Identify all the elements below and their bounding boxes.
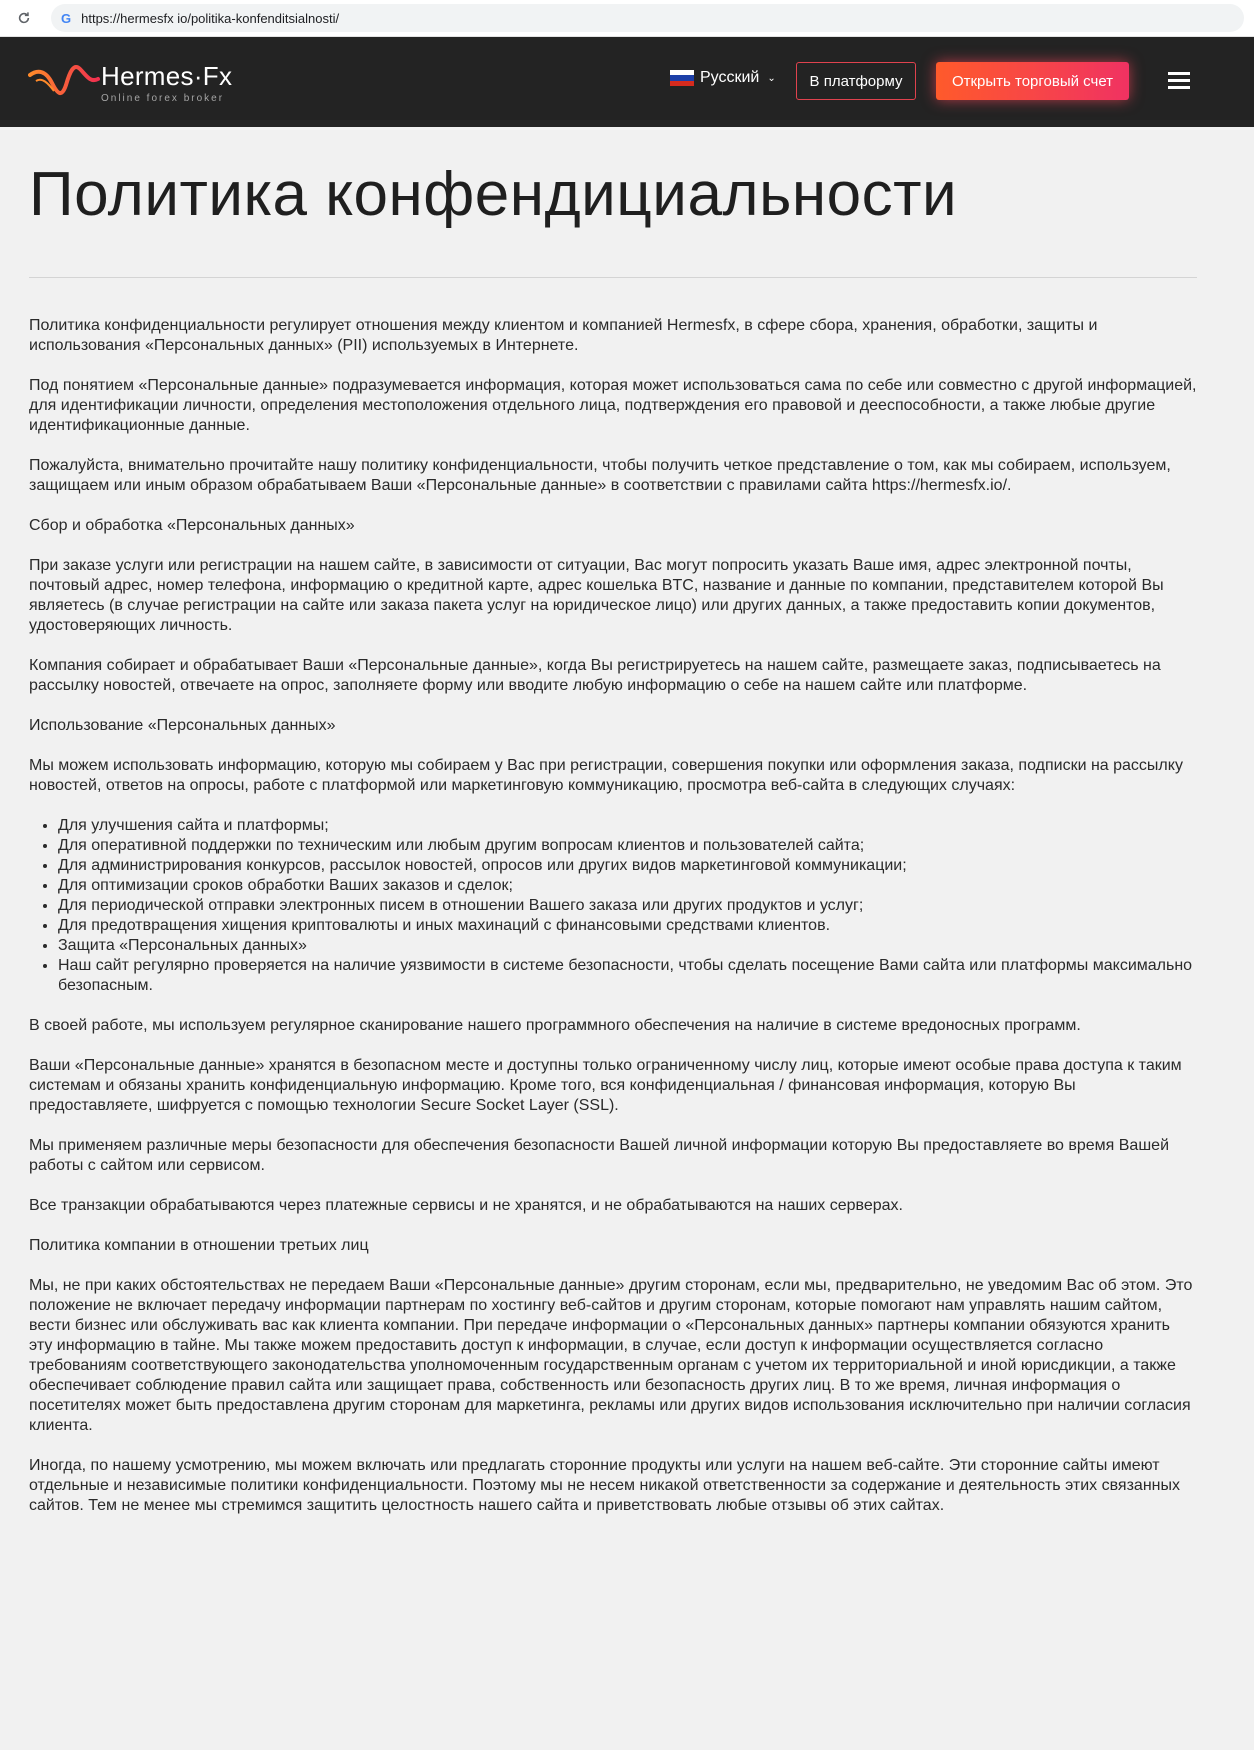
paragraph-scanning: В своей работе, мы используем регулярное сканирование нашего программного обеспечения на наличие в системе вредоносных программ. [29, 1017, 1081, 1034]
list-item: • Защита «Персональных данных» [58, 936, 1197, 956]
logo[interactable] [28, 59, 238, 105]
language-selector[interactable] [670, 67, 776, 89]
paragraph-intro: Политика конфиденциальности регулирует отношения между клиентом и компанией Hermesfx, в сфере сбора, хранения, обработки, защиты и использования «Персональных данных» (PII) используемых в Интернете. [29, 317, 1098, 354]
list-item: • Для периодической отправки электронных писем в отношении Вашего заказа или других продуктов и услуг; [58, 896, 1197, 916]
logo-name: Hermes·Fx [101, 61, 233, 91]
list-item: • Для администрирования конкурсов, рассылок новостей, опросов или других видов маркетинговой коммуникации; [58, 856, 1197, 876]
paragraph-read-carefully: Пожалуйста, внимательно прочитайте нашу политику конфиденциальности, чтобы получить четкое представление о том, как мы собираем, используем, защищаем или иным образом обрабатываем Ваши «Персональные данные» в соответствии с правилами сайта https://hermesfx.io/. [29, 457, 1171, 494]
google-icon: G [61, 10, 72, 26]
use-cases-list [29, 816, 1197, 996]
divider [29, 277, 1197, 278]
paragraph-company-collects: Компания собирает и обрабатывает Ваши «Персональные данные», когда Вы регистрируетесь на нашем сайте, размещаете заказ, подписываетесь на рассылку новостей, отвечаете на опрос, заполняете форму или вводите любую информацию о себе на нашем сайте или платформе. [29, 657, 1161, 694]
paragraph-use-cases: Мы можем использовать информацию, которую мы собираем у Вас при регистрации, совершения покупки или оформления заказа, подписки на рассылку новостей, ответов на опросы, работе с платформой или маркетинговую коммуникацию, просмотра веб-сайта в следующих случаях: [29, 757, 1183, 794]
site-header [0, 37, 1254, 127]
address-bar[interactable] [51, 4, 1244, 32]
url-text: https://hermesfx io/politika-konfenditsialnosti/ [81, 10, 340, 26]
language-label: Русский [700, 69, 760, 86]
logo-tagline: Online forex broker [101, 93, 225, 104]
russia-flag-icon [670, 70, 694, 86]
paragraph-transactions: Все транзакции обрабатываются через платежные сервисы и не хранятся, и не обрабатываются на наших серверах. [29, 1197, 903, 1214]
chevron-down-icon: ⌄ [767, 72, 776, 84]
list-item: • Для предотвращения хищения криптовалюты и иных махинаций с финансовыми средствами клиентов. [58, 916, 1197, 936]
menu-icon[interactable] [1168, 72, 1190, 90]
section-heading-collect: Сбор и обработка «Персональных данных» [29, 517, 355, 534]
section-heading-use: Использование «Персональных данных» [29, 717, 336, 734]
list-item: • Для оперативной поддержки по техническим или любым другим вопросам клиентов и пользователей сайта; [58, 836, 1197, 856]
list-item: • Наш сайт регулярно проверяется на наличие уязвимости в системе безопасности, чтобы сделать посещение Вами сайта или платформы максимально безопасным. [58, 956, 1197, 996]
paragraph-security-measures: Мы применяем различные меры безопасности для обеспечения безопасности Вашей личной информации которую Вы предоставляете во время Вашей работы с сайтом или сервисом. [29, 1137, 1169, 1174]
paragraph-order: При заказе услуги или регистрации на нашем сайте, в зависимости от ситуации, Вас могут попросить указать Ваше имя, адрес электронной почты, почтовый адрес, номер телефона, информацию о кредитной карте, адрес кошелька BTC, название и данные по компании, представителем которой Вы являетесь (в случае регистрации на сайте или заказа пакета услуг на юридическое лицо) или других данных, а также предоставить копии документов, удостоверяющих личность. [29, 557, 1164, 634]
list-item: • Для улучшения сайта и платформы; [58, 816, 1197, 836]
paragraph-storage: Ваши «Персональные данные» хранятся в безопасном месте и доступны только ограниченному числу лиц, которые имеют особые права доступа к таким системам и обязаны хранить конфиденциальную информацию. Кроме того, вся конфиденциальная / финансовая информация, которую Вы предоставляете, шифруется с помощью технологии Secure Socket Layer (SSL). [29, 1057, 1182, 1114]
platform-button[interactable]: В платформу [796, 62, 916, 100]
page-title: Политика конфендициальности [29, 160, 958, 229]
browser-toolbar [0, 0, 1254, 37]
open-account-button[interactable]: Открыть торговый счет [936, 62, 1129, 100]
list-item: • Для оптимизации сроков обработки Ваших заказов и сделок; [58, 876, 1197, 896]
logo-wave-icon [28, 61, 100, 101]
paragraph-third-parties: Мы, не при каких обстоятельствах не передаем Ваши «Персональные данные» другим сторонам, если мы, предварительно, не уведомим Вас об этом. Это положение не включает передачу информации партнерам по хостингу веб-сайтов и другим сторонам, которые помогают нам управлять нашим сайтом, вести бизнес или обслуживать вас как клиента компании. При передаче информации о «Персональных данных» партнеры компании обязуются хранить эту информацию в тайне. Мы также можем предоставить доступ к информации, в случае, если доступ к информации осуществляется согласно требованиям соответствующего законодательства уполномоченным государственным органам с учетом их территориальной и иной юрисдикции, а также обеспечивает соблюдение правил сайта или защищает права, собственность или безопасность других лиц. В то же время, личная информация о посетителях может быть предоставлена другим сторонам для маркетинга, рекламы или других видов использования исключительно при наличии согласия клиента. [29, 1277, 1193, 1434]
section-heading-third-parties: Политика компании в отношении третьих лиц [29, 1237, 369, 1254]
paragraph-definition: Под понятием «Персональные данные» подразумевается информация, которая может использоваться сама по себе или совместно с другой информацией, для идентификации личности, определения местоположения отдельного лица, подтверждения его правовой и дееспособности, а также любые другие идентификационные данные. [29, 377, 1197, 434]
main-content [29, 151, 1197, 1536]
paragraph-third-party-sites: Иногда, по нашему усмотрению, мы можем включать или предлагать сторонние продукты или услуги на нашем веб-сайте. Эти сторонние сайты имеют отдельные и независимые политики конфиденциальности. Поэтому мы не несем никакой ответственности за содержание и деятельность этих связанных сайтов. Тем не менее мы стремимся защитить целостность нашего сайта и приветствовать любые отзывы об этих сайтах. [29, 1457, 1180, 1514]
reload-icon[interactable] [17, 11, 31, 25]
